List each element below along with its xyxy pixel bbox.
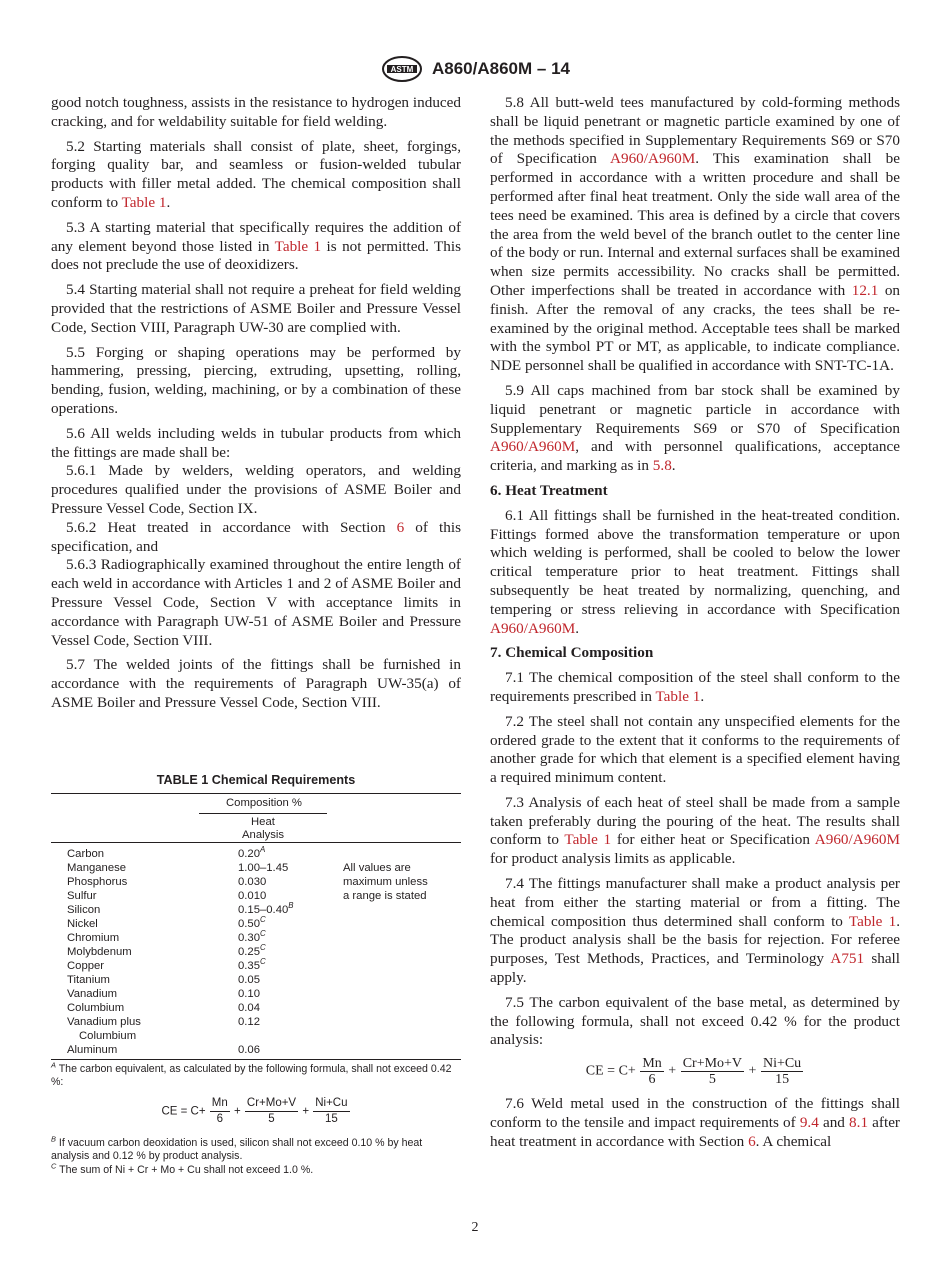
footnote-mark: C	[260, 915, 266, 925]
element-value: 0.030	[238, 876, 267, 888]
table-row	[51, 889, 461, 903]
element-value: 1.00–1.45	[238, 862, 289, 874]
formula-table: CE = C+ $\frac{Mn}{6}$ + $\frac{Cr+Mo+V}{5}$ + $\frac{Ni+Cu}{15}$	[161, 1096, 348, 1125]
table-row	[51, 903, 461, 917]
paragraph-5-7: 5.7 The welded joints of the fittings shall be furnished in accordance with the requirements of Paragraph UW-35(a) of ASME Boiler and Pressure Vessel Code, Section VIII.	[51, 656, 461, 711]
link-5-8[interactable]: 5.8	[652, 457, 672, 475]
paragraph-7-6: 7.6 Weld metal used in the construction of the fittings shall conform to the tensile and impact requirements of 9.4 and 8.1 after heat treatment in accordance with Section 6. A chemical	[490, 1095, 900, 1150]
table-column-header	[51, 814, 461, 842]
paragraph-5-3: 5.3 A starting material that specifically requires the addition of any element beyond those listed in Table 1 is not permitted. This does not preclude the use of deoxidizers.	[51, 218, 462, 274]
link-a960[interactable]: A960/A960M	[490, 438, 576, 456]
astm-logo-icon	[380, 55, 424, 83]
composition-header: Composition %	[226, 797, 302, 809]
paragraph-5-6-2: 5.6.2 Heat treated in accordance with Section 6 of this specification, and	[51, 518, 461, 555]
paragraph-7-3: 7.3 Analysis of each heat of steel shall be made from a sample taken preferably during the pouring of the heat. The results shall conform to Table 1 for either heat or Specification A960/A960M for product analysis limits as applicable.	[490, 793, 900, 868]
link-table-1[interactable]: Table 1	[655, 687, 701, 705]
footnote-b: $^B$ If vacuum carbon deoxidation is used, silicon shall not exceed 0.10 % by heat analysis and 0.12 % by product analysis.	[51, 1134, 423, 1163]
element-name: Aluminum	[67, 1044, 118, 1056]
table-row	[51, 973, 461, 987]
element-value: 0.10	[238, 988, 260, 1000]
paragraph-7-4: 7.4 The fittings manufacturer shall make a product analysis per heat from either the starting material or from a fitting. The chemical composition thus determined shall conform to Table 1. The product analysis shall be the basis for rejection. For referee purposes, Test Methods, Practices, and Terminology A751 shall apply.	[490, 875, 900, 987]
element-value: 0.05	[238, 974, 260, 986]
link-table-1[interactable]: Table 1	[274, 237, 322, 255]
page-number: 2	[471, 1220, 479, 1235]
paragraph-7-2: 7.2 The steel shall not contain any unspecified elements for the ordered grade to the extent that it conforms to the requirements of another grade for which that element is a specified element having a required minimum content.	[490, 712, 900, 787]
left-column	[51, 94, 461, 719]
paragraph-5-4: 5.4 Starting material shall not require a preheat for field welding provided that the restrictions of ASME Boiler and Pressure Vessel Code, Section VIII, Paragraph UW-30 are complied with.	[51, 281, 461, 336]
element-value: $0.25^C$	[238, 943, 266, 958]
paragraph-6-1: 6.1 All fittings shall be furnished in the heat-treated condition. Fittings formed above the transformation temperature or upon which welding is performed, shall be cooled to below the lower critical temperature prior to heat treatment. Fittings shall subsequently be heat treated by normalizing, quenching, and tempering or stress relieving in accordance with Specification A960/A960M.	[490, 506, 900, 637]
paragraph-5-9: 5.9 All caps machined from bar stock shall be examined by liquid penetrant or magnetic particle in accordance with Supplementary Requirements S69 or S70 of Specification A960/A960M, and with personnel qualifications, acceptance criteria, and marking as in 5.8.	[490, 381, 900, 475]
element-name: Manganese	[67, 862, 127, 874]
table-row	[51, 847, 461, 861]
document-id: A860/A860M – 14	[432, 59, 570, 78]
table-row	[51, 1043, 461, 1057]
footnote-mark: C	[260, 929, 266, 939]
element-value: 0.010	[238, 890, 267, 902]
link-a960[interactable]: A960/A960M	[610, 150, 696, 168]
paragraph-5-6-1: 5.6.1 Made by welders, welding operators, and welding procedures qualified under the provisions of ASME Boiler and Pressure Vessel Code, Section IX.	[51, 462, 461, 517]
link-a960[interactable]: A960/A960M	[490, 619, 576, 637]
element-value: $0.30^C$	[238, 929, 266, 944]
paragraph-7-1: 7.1 The chemical composition of the steel shall conform to the requirements prescribed in Table 1.	[490, 669, 900, 705]
element-value: 0.06	[238, 1044, 260, 1056]
element-name: Sulfur	[67, 890, 97, 902]
table-row	[51, 917, 461, 931]
element-name: Molybdenum	[67, 946, 132, 958]
link-9-4[interactable]: 9.4	[799, 1114, 819, 1132]
section-6-heading: 6. Heat Treatment	[490, 481, 608, 499]
footnote-mark: B	[288, 901, 294, 911]
footnote-mark: A	[260, 845, 266, 855]
footnote-c: $^C$ The sum of Ni + Cr + Mo + Cu shall not exceed 1.0 %.	[51, 1161, 314, 1176]
element-name: Columbium	[67, 1002, 125, 1014]
table-title: TABLE 1 Chemical Requirements	[156, 773, 356, 787]
link-section-6[interactable]: 6	[748, 1132, 756, 1150]
element-value: $0.50^C$	[238, 915, 266, 930]
element-name: Phosphorus	[67, 876, 128, 888]
link-table-1[interactable]: Table 1	[121, 193, 167, 211]
paragraph-5-6: 5.6 All welds including welds in tubular products from which the fittings are made shall be:	[51, 424, 461, 461]
element-name: Vanadium plus	[67, 1016, 141, 1028]
link-a960[interactable]: A960/A960M	[814, 831, 900, 849]
element-name: Columbium	[79, 1030, 137, 1042]
page-header	[0, 55, 950, 83]
paragraph-5-8: 5.8 All butt-weld tees manufactured by cold-forming methods shall be liquid penetrant or magnetic particle examined by one of the methods specified in Supplementary Requirements S69 or S70 of Specification A960/A960M. This examination shall be performed in accordance with a written procedure and shall be performed after final heat treatment. Only the side wall area of the tees need be examined. This area is defined by a circle that covers the area from the weld bevel of the branch outlet to the center line of the body or run. Internal and external surfaces shall be examined when size permits accessibility. No cracks shall be permitted. Other imperfections shall be treated in accordance with 12.1 on finish. After the removal of any cracks, the tees shall be re-examined by the original method. Acceptable tees shall be marked with the symbol PT or MT, as applicable, to indicate compliance. NDE personnel shall be qualified in accordance with SNT-TC-1A.	[490, 94, 901, 375]
paragraph-5-5: 5.5 Forging or shaping operations may be performed by hammering, pressing, piercing, extruding, upsetting, rolling, bending, fusion, welding, machining, or by a combination of these operations.	[51, 343, 461, 417]
table-row	[51, 959, 461, 973]
table-row	[51, 861, 461, 875]
link-12-1[interactable]: 12.1	[851, 281, 879, 299]
table-row	[51, 875, 461, 889]
footnote-mark: C	[260, 957, 266, 967]
footnote-mark: C	[260, 943, 266, 953]
table-row	[51, 987, 461, 1001]
table-1	[51, 773, 461, 1177]
footnote-a: $^A$ The carbon equivalent, as calculated by the following formula, shall not exceed 0.42 %:	[51, 1060, 452, 1089]
link-8-1[interactable]: 8.1	[849, 1114, 869, 1132]
analysis-header: Analysis	[242, 829, 285, 841]
table-row	[51, 945, 461, 959]
paragraph-continued: good notch toughness, assists in the resistance to hydrogen induced cracking, and for weldability suitable for field welding.	[51, 94, 461, 130]
element-name: Nickel	[67, 918, 98, 930]
table-body	[51, 847, 461, 1057]
table-note: All values are maximum unless a range is stated	[343, 862, 428, 902]
paragraph-5-6-3: 5.6.3 Radiographically examined throughout the entire length of each weld in accordance with Articles 1 and 2 of ASME Boiler and Pressure Vessel Code, Section V with acceptance limits in accordance with Paragraph UW-51 of ASME Boiler and Pressure Vessel Code, Section VIII.	[51, 556, 461, 649]
svg-text:ASTM: ASTM	[390, 65, 414, 74]
element-value: $0.15-0.40^B$	[238, 901, 294, 916]
element-value: $0.35^C$	[238, 957, 266, 972]
element-name: Copper	[67, 960, 105, 972]
heat-header: Heat	[251, 816, 275, 828]
element-value: 0.04	[238, 1002, 260, 1014]
element-name: Chromium	[67, 932, 120, 944]
link-table-1[interactable]: Table 1	[564, 831, 612, 849]
table-row	[51, 1029, 461, 1043]
table-group-header	[51, 797, 461, 813]
paragraph-7-5: 7.5 The carbon equivalent of the base metal, as determined by the following formula, shall not exceed 0.42 % for the product analysis:	[490, 993, 900, 1049]
right-column	[490, 94, 900, 1158]
element-name: Silicon	[67, 904, 101, 916]
paragraph-5-2: 5.2 Starting materials shall consist of plate, sheet, forgings, forging quality bar, and seamless or fusion-welded tubular products with filler metal added. The chemical composition shall conform to Table 1.	[51, 137, 461, 211]
link-table-1[interactable]: Table 1	[848, 912, 897, 930]
table-row	[51, 1001, 461, 1015]
element-value: 0.12	[238, 1016, 260, 1028]
link-a751[interactable]: A751	[830, 950, 865, 968]
element-name: Carbon	[67, 848, 105, 860]
table-row	[51, 1015, 461, 1029]
element-name: Titanium	[67, 974, 110, 986]
link-section-6[interactable]: 6	[396, 518, 405, 536]
element-name: Vanadium	[67, 988, 118, 1000]
section-7-heading: 7. Chemical Composition	[490, 644, 654, 662]
element-value: $0.20^A$	[238, 845, 266, 860]
formula-ce: CE = C+ $\frac{Mn}{6}$ + $\frac{Cr+Mo+V}{5}$ + $\frac{Ni+Cu}{15}$	[585, 1056, 802, 1088]
table-row	[51, 931, 461, 945]
